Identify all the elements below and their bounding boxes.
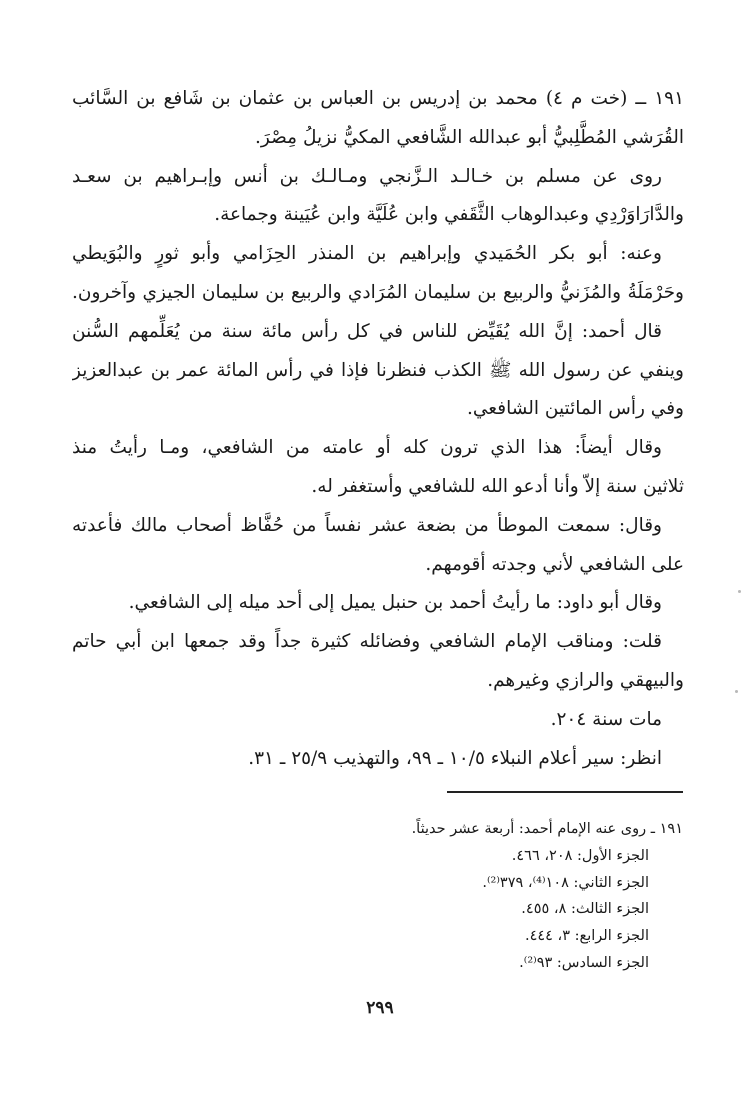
entry-line-14: وقال أبو داود: ما رأيتُ أحمد بن حنبل يميل إلى أحد ميله إلى الشافعي. bbox=[128, 592, 662, 614]
entry-line-2: القُرَشي المُطَّلِبيُّ أبو عبدالله الشَّافعي المكيُّ نزيلُ مِصْرَ. bbox=[255, 126, 684, 148]
footnote-volume-4: الجزء الرابع: ٣، ٤٤٤. bbox=[524, 928, 649, 945]
footnote-intro: ١٩١ ـ روى عنه الإمام أحمد: أربعة عشر حديثاً. bbox=[411, 821, 683, 837]
entry-line-18: انظر: سير أعلام النبلاء ١٠/٥ ـ ٩٩، والتهذيب ٢٥/٩ ـ ٣١. bbox=[248, 747, 662, 769]
entry-line-6: وحَرْمَلَةُ والمُزَنيُّ والربيع بن سليمان المُرَادي والربيع بن سليمان الجيزي وآخرون. bbox=[72, 281, 684, 303]
footnote-volume-5: الجزء السادس: ٩٣⁽²⁾. bbox=[519, 954, 649, 971]
entry-line-13: على الشافعي لأني وجدته أقومهم. bbox=[425, 553, 684, 575]
entry-line-12: وقال: سمعت الموطأ من بضعة عشر نفساً من حُفَّاظ أصحاب مالك فأعدته bbox=[72, 514, 662, 536]
entry-line-10: وقال أيضاً: هذا الذي ترون كله أو عامته من الشافعي، ومـا رأيتُ منذ bbox=[72, 437, 662, 459]
entry-line-7: قال أحمد: إنَّ الله يُقَيِّض للناس في كل رأس مائة سنة من يُعَلِّمهم السُّنن bbox=[72, 320, 662, 342]
entry-line-17: مات سنة ٢٠٤. bbox=[550, 708, 662, 730]
scan-speck bbox=[738, 590, 741, 593]
entry-line-16: والبيهقي والرازي وغيرهم. bbox=[487, 669, 684, 691]
entry-line-8: وينفي عن رسول الله ﷺ الكذب فنظرنا فإذا في رأس المائة عمر بن عبدالعزيز bbox=[72, 359, 684, 381]
entry-line-1: ١٩١ ــ (خت م ٤) محمد بن إدريس بن العباس بن عثمان بن شَافع بن السَّائب bbox=[72, 88, 684, 109]
footnote-volume-1: الجزء الأول: ٢٠٨، ٤٦٦. bbox=[511, 847, 649, 864]
entry-line-11: ثلاثين سنة إلاّ وأنا أدعو الله للشافعي وأستغفر له. bbox=[311, 475, 684, 497]
scan-speck bbox=[735, 690, 738, 693]
biography-entry bbox=[72, 80, 684, 778]
entry-line-15: قلت: ومناقب الإمام الشافعي وفضائله كثيرة جداً وقد جمعها ابن أبي حاتم bbox=[72, 631, 662, 653]
entry-line-4: والدَّارَاوَرْدِي وعبدالوهاب الثَّقَفي وابن عُلَيَّة وابن عُيَينة وجماعة. bbox=[214, 204, 684, 226]
footnote-volume-3: الجزء الثالث: ٨، ٤٥٥. bbox=[521, 901, 649, 918]
entry-line-3: روى عن مسلم بن خـالـد الـزَّنجي ومـالـك بن أنس وإبـراهيم بن سعـد bbox=[72, 165, 662, 187]
page-number: ٢٩٩ bbox=[366, 998, 394, 1018]
footnote-volume-2: الجزء الثاني: ١٠٨⁽⁴⁾، ٣٧٩⁽²⁾. bbox=[482, 874, 649, 891]
footnote-divider bbox=[447, 791, 683, 793]
footnote bbox=[200, 816, 683, 977]
entry-line-5: وعنه: أبو بكر الحُمَيدي وإبراهيم بن المنذر الحِزَامي وأبو ثورٍ والبُوَيطي bbox=[72, 243, 662, 265]
entry-line-9: وفي رأس المائتين الشافعي. bbox=[467, 398, 684, 420]
